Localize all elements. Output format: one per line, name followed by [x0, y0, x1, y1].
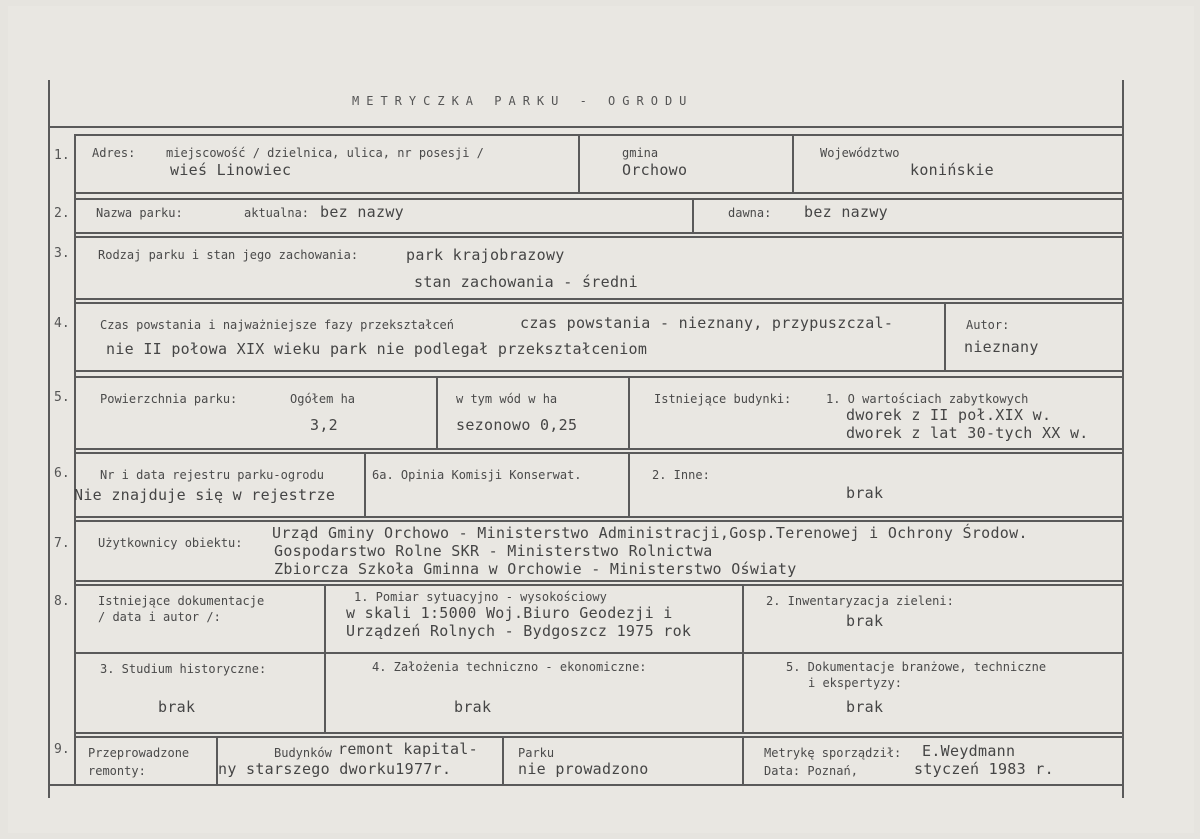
- register-value: Nie znajduje się w rejestrze: [74, 486, 336, 504]
- park-repair-value: nie prowadzono: [518, 760, 649, 778]
- prepared-by-label: Metrykę sporządził:: [764, 746, 902, 760]
- users-label: Użytkownicy obiektu:: [98, 536, 243, 550]
- users-value-3: Zbiorcza Szkoła Gminna w Orchowie - Ministerstwo Oświaty: [274, 560, 797, 578]
- r2-bottom: [74, 232, 1124, 234]
- r6-div1: [364, 452, 366, 518]
- row-number: 5.: [54, 390, 70, 405]
- opinion-label: 6a. Opinia Komisji Konserwat.: [372, 468, 582, 482]
- buildings-label: Istniejące budynki:: [654, 392, 792, 406]
- r8-div2: [742, 584, 744, 734]
- branch-docs-label-1: 5. Dokumentacje branżowe, techniczne: [786, 660, 1047, 674]
- buildings-value-2: dworek z lat 30-tych XX w.: [846, 424, 1089, 442]
- r4-bottom: [74, 370, 1124, 372]
- other-label: 2. Inne:: [652, 468, 710, 482]
- users-value-1: Urząd Gminy Orchowo - Ministerstwo Administracji,Gosp.Terenowej i Ochrony Środow.: [272, 524, 1028, 542]
- register-label: Nr i data rejestru parku-ogrodu: [100, 468, 324, 482]
- tech-value: brak: [454, 698, 492, 716]
- repairs-label-1: Przeprowadzone: [88, 746, 190, 760]
- row-number: 1.: [54, 148, 70, 163]
- tech-label: 4. Założenia techniczno - ekonomiczne:: [372, 660, 647, 674]
- r9-top: [74, 736, 1124, 738]
- author-value: nieznany: [964, 338, 1039, 356]
- r7-bottom: [74, 580, 1124, 582]
- voivodeship-label: Województwo: [820, 146, 900, 160]
- survey-value-1: w skali 1:5000 Woj.Biuro Geodezji i: [346, 604, 673, 622]
- current-name-value: bez nazwy: [320, 203, 404, 221]
- history-value: brak: [158, 698, 196, 716]
- r5-div2: [628, 376, 630, 450]
- history-label: 3. Studium historyczne:: [100, 662, 267, 676]
- r4-div: [944, 302, 946, 372]
- r6-bottom: [74, 516, 1124, 518]
- r8-top: [74, 584, 1124, 586]
- row-number: 2.: [54, 206, 70, 221]
- r9-div3: [742, 736, 744, 786]
- area-label: Powierzchnia parku:: [100, 392, 238, 406]
- branch-docs-label-2: i ekspertyzy:: [808, 676, 902, 690]
- former-name-label: dawna:: [728, 206, 772, 220]
- buildings-sublabel: 1. O wartościach zabytkowych: [826, 392, 1029, 406]
- r1-div1: [578, 134, 580, 194]
- r7-top: [74, 520, 1124, 522]
- inventory-label: 2. Inwentaryzacja zieleni:: [766, 594, 954, 608]
- r5-top: [74, 376, 1124, 378]
- total-area-value: 3,2: [310, 416, 338, 434]
- row-number: 6.: [54, 466, 70, 481]
- row-number: 3.: [54, 246, 70, 261]
- frame-left: [48, 80, 50, 798]
- record-card: [8, 6, 1194, 833]
- buildings-repair-value-1: remont kapital-: [338, 740, 478, 758]
- gmina-value: Orchowo: [622, 161, 688, 179]
- branch-docs-value: brak: [846, 698, 884, 716]
- users-value-2: Gospodarstwo Rolne SKR - Ministerstwo Rolnictwa: [274, 542, 713, 560]
- frame-right: [1122, 80, 1124, 798]
- origin-label: Czas powstania i najważniejsze fazy przekształceń: [100, 318, 455, 332]
- r3-bottom: [74, 298, 1124, 300]
- water-area-label: w tym wód w ha: [456, 392, 558, 406]
- address-sublabel: miejscowość / dzielnica, ulica, nr posesji /: [166, 146, 484, 160]
- prepared-by-value: E.Weydmann: [922, 742, 1016, 760]
- page-title: METRYCZKA PARKU - OGRODU: [352, 94, 694, 108]
- park-repair-label: Parku: [518, 746, 555, 760]
- r2-div: [692, 198, 694, 234]
- total-area-label: Ogółem ha: [290, 392, 356, 406]
- r5-div1: [436, 376, 438, 450]
- repairs-label-2: remonty:: [88, 764, 146, 778]
- park-type-label: Rodzaj parku i stan jego zachowania:: [98, 248, 359, 262]
- buildings-repair-value-2: ny starszego dworku1977r.: [218, 760, 452, 778]
- docs-label-1: Istniejące dokumentacje: [98, 594, 265, 608]
- r9-div2: [502, 736, 504, 786]
- row-number: 9.: [54, 742, 70, 757]
- r4-top: [74, 302, 1124, 304]
- address-label: Adres:: [92, 146, 136, 160]
- buildings-value-1: dworek z II poł.XIX w.: [846, 406, 1052, 424]
- docs-label-2: / data i autor /:: [98, 610, 221, 624]
- author-label: Autor:: [966, 318, 1010, 332]
- r1-div2: [792, 134, 794, 194]
- date-value: styczeń 1983 r.: [914, 760, 1054, 778]
- r8-bottom: [74, 732, 1124, 734]
- origin-value-2: nie II połowa XIX wieku park nie podlegał przekształceniom: [106, 340, 648, 358]
- num-column-line: [74, 134, 76, 786]
- row-number: 7.: [54, 536, 70, 551]
- former-name-value: bez nazwy: [804, 203, 888, 221]
- r3-top: [74, 236, 1124, 238]
- origin-value-1: czas powstania - nieznany, przypuszczal-: [520, 314, 894, 332]
- r8-div1: [324, 584, 326, 734]
- header-line: [48, 126, 1124, 128]
- r1-top: [74, 134, 1124, 136]
- address-value: wieś Linowiec: [170, 161, 292, 179]
- park-type-value: park krajobrazowy: [406, 246, 565, 264]
- r5-bottom: [74, 448, 1124, 450]
- date-label: Data: Poznań,: [764, 764, 858, 778]
- buildings-repair-label: Budynków: [274, 746, 332, 760]
- r6-top: [74, 452, 1124, 454]
- r2-top: [74, 198, 1124, 200]
- r6-div2: [628, 452, 630, 518]
- gmina-label: gmina: [622, 146, 659, 160]
- row-number: 8.: [54, 594, 70, 609]
- r8-mid: [74, 652, 1124, 654]
- preservation-value: stan zachowania - średni: [414, 273, 638, 291]
- r1-bottom: [74, 192, 1124, 194]
- inventory-value: brak: [846, 612, 884, 630]
- water-area-value: sezonowo 0,25: [456, 416, 578, 434]
- current-name-label: aktualna:: [244, 206, 310, 220]
- other-value: brak: [846, 484, 884, 502]
- survey-value-2: Urządzeń Rolnych - Bydgoszcz 1975 rok: [346, 622, 692, 640]
- park-name-label: Nazwa parku:: [96, 206, 183, 220]
- voivodeship-value: konińskie: [910, 161, 994, 179]
- survey-label: 1. Pomiar sytuacyjno - wysokościowy: [354, 590, 607, 604]
- frame-bottom: [48, 784, 1124, 786]
- row-number: 4.: [54, 316, 70, 331]
